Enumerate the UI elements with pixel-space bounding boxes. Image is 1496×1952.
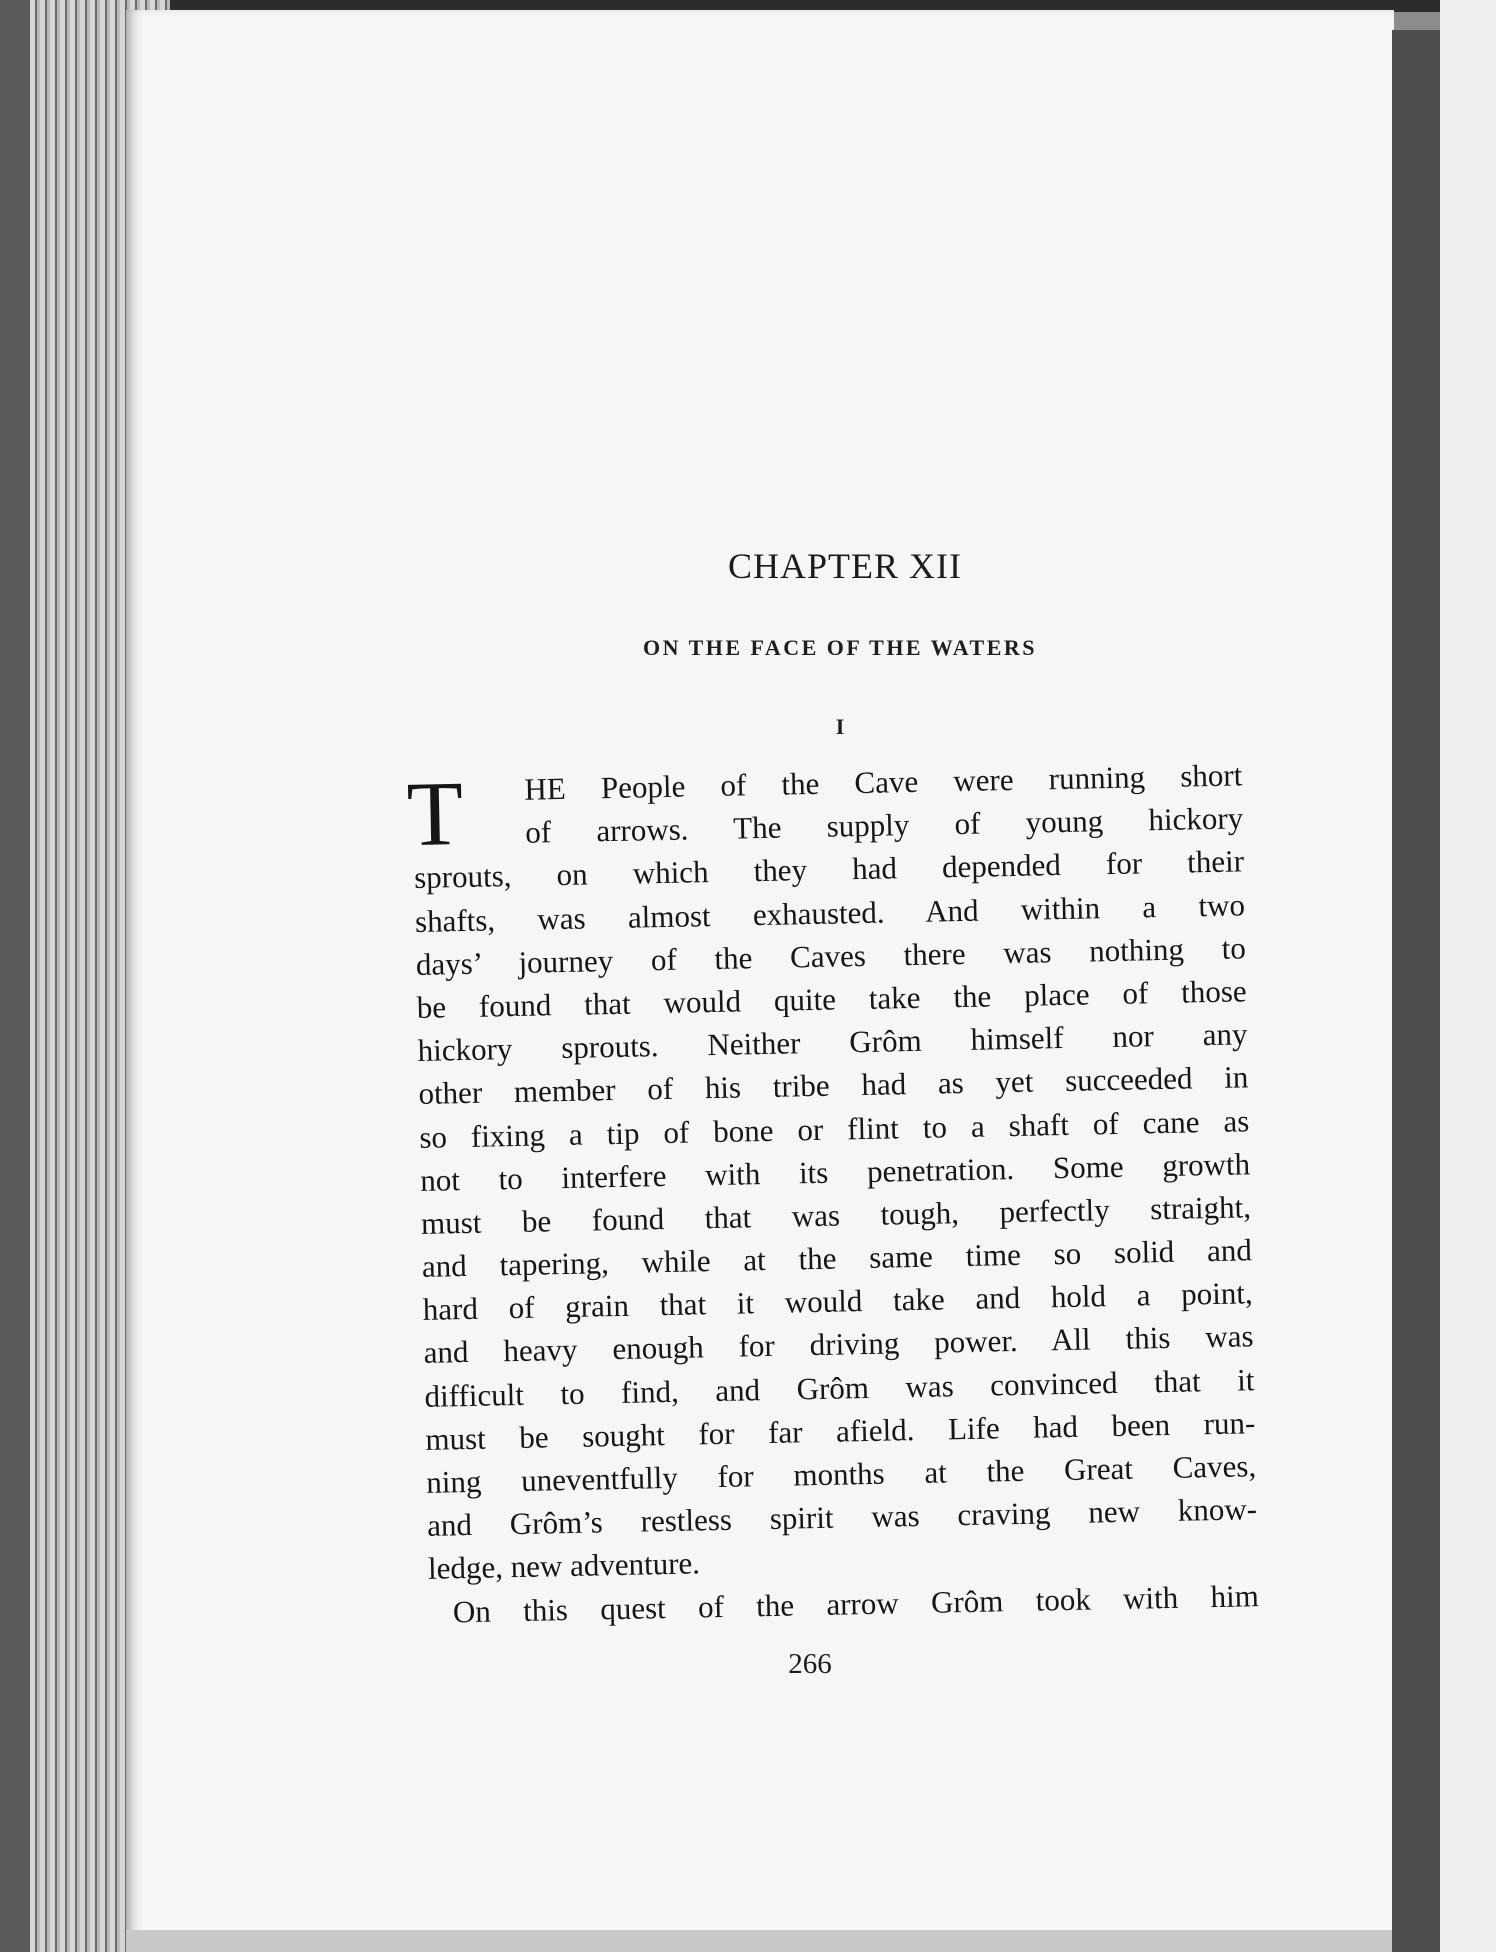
text-line: ledge, new adventure. (427, 1545, 701, 1587)
drop-cap: T (405, 761, 465, 866)
text-line: difficult to find, and Grôm was convinced that it (424, 1361, 1255, 1414)
right-page-edge (1440, 0, 1496, 1952)
chapter-subtitle: ON THE FACE OF THE WATERS (642, 635, 1037, 660)
text-line: of arrows. The supply of young hickory (524, 800, 1244, 850)
chapter-title: CHAPTER XII (728, 546, 962, 586)
left-page-stack-shadow (0, 0, 30, 1952)
text-line: must be sought for far afield. Life had been run- (425, 1405, 1256, 1457)
page-number: 266 (788, 1648, 832, 1680)
text-line: and Grôm’s restless spirit was craving new know- (426, 1491, 1258, 1544)
section-numeral: I (835, 714, 845, 739)
book-binding (1392, 30, 1440, 1952)
text-line: so fixing a tip of bone or flint to a shaft of cane as (419, 1102, 1250, 1155)
text-line: sprouts, on which they had depended for their (413, 843, 1245, 896)
text-line: hard of grain that it would take and hold a point, (422, 1275, 1254, 1328)
text-line: must be found that was tough, perfectly straight, (420, 1189, 1252, 1241)
text-line: On this quest of the arrow Grôm took with him (452, 1577, 1260, 1629)
text-line: and heavy enough for driving power. All this was (423, 1318, 1254, 1371)
text-line: HE People of the Cave were running short (524, 757, 1243, 807)
text-line: ning uneventfully for months at the Great Caves, (425, 1448, 1257, 1500)
text-line: hickory sprouts. Neither Grôm himself nor any (417, 1016, 1248, 1069)
text-line: shafts, was almost exhausted. And within a two (414, 886, 1246, 939)
page-bottom-edge (126, 1930, 1394, 1952)
text-line: and tapering, while at the same time so solid and (421, 1232, 1253, 1284)
text-line: not to interfere with its penetration. Some growth (419, 1145, 1251, 1198)
text-line: other member of his tribe had as yet succeeded in (418, 1059, 1249, 1112)
text-line: be found that would quite take the place of those (416, 973, 1247, 1025)
chapter-body-text (405, 753, 1260, 1633)
text-line: days’ journey of the Caves there was nothing to (415, 930, 1247, 982)
